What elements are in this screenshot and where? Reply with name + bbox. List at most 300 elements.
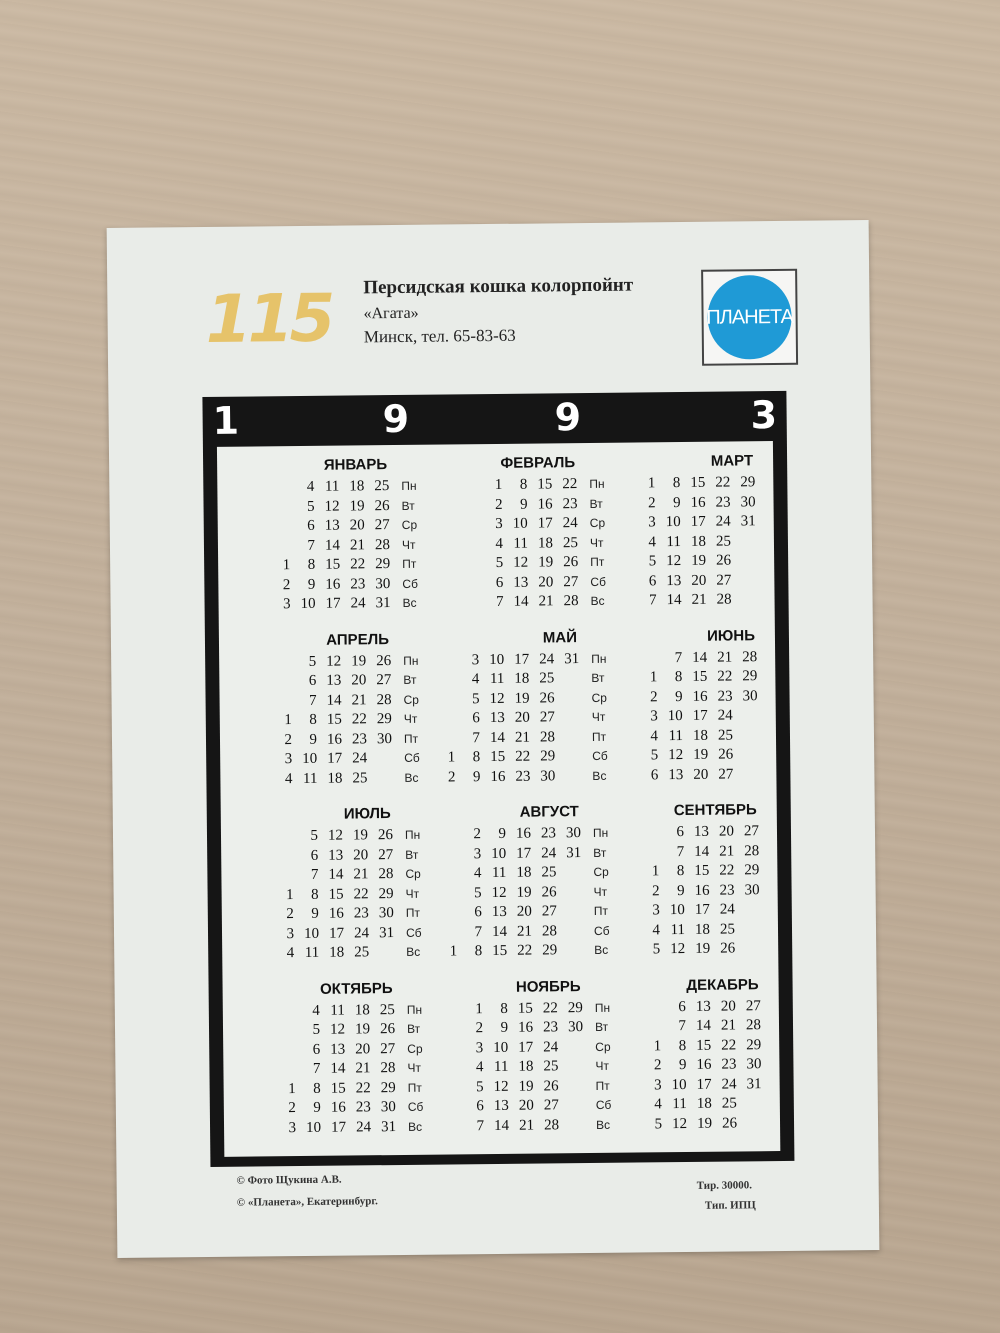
day-number: 29 [378, 885, 394, 902]
day-number: 20 [718, 823, 735, 840]
day-number: 29 [744, 862, 760, 879]
week-row [432, 921, 594, 942]
weekday-label: Сб [405, 925, 422, 940]
day-number: 23 [542, 1019, 559, 1036]
week-row [224, 574, 402, 595]
day-number: 2 [284, 731, 293, 748]
day-number: 17 [696, 1076, 712, 1093]
day-number: 10 [300, 595, 316, 613]
day-number: 7 [676, 843, 685, 860]
day-number [731, 551, 756, 571]
day-number: 22 [515, 748, 531, 765]
day-number: 9 [519, 496, 528, 513]
day-number: 10 [665, 514, 681, 531]
day-number: 10 [671, 1076, 687, 1093]
month-name: МАРТ [710, 452, 754, 470]
day-number: 31 [740, 513, 756, 530]
day-number: 26 [716, 552, 732, 569]
day-number: 1 [282, 557, 291, 574]
day-number: 27 [376, 672, 392, 689]
day-number: 6 [310, 847, 319, 864]
day-number: 21 [349, 536, 366, 553]
month-block [228, 976, 408, 1152]
day-number: 2 [286, 906, 294, 923]
day-number: 2 [475, 1020, 484, 1037]
day-number [556, 863, 581, 883]
weekday-label: Пт [590, 554, 605, 569]
day-number: 20 [516, 903, 532, 920]
day-number [554, 689, 579, 709]
day-number: 24 [350, 595, 366, 612]
footer-photo-credit: © Фото Щукина А.В. [236, 1173, 342, 1187]
week-row [430, 727, 592, 748]
week-row [225, 690, 403, 711]
day-number: 7 [307, 537, 316, 554]
day-number: 26 [539, 689, 555, 707]
weekday-label: Ср [403, 692, 419, 707]
day-number: 8 [307, 556, 316, 573]
day-number: 3 [284, 751, 293, 768]
day-number: 9 [309, 731, 318, 748]
day-number: 25 [352, 769, 368, 786]
calendar-card [107, 220, 880, 1258]
day-number: 23 [351, 730, 368, 747]
day-number: 19 [691, 552, 707, 569]
weekday-label: Вс [595, 1117, 611, 1132]
week-row [428, 514, 590, 535]
day-number: 19 [349, 497, 365, 514]
day-number: 25 [541, 864, 557, 881]
week-row [619, 842, 771, 863]
week-row [619, 822, 771, 843]
day-number [632, 649, 657, 669]
weekday-label: Пн [594, 1000, 611, 1015]
day-number [555, 728, 580, 748]
day-number: 28 [745, 1017, 762, 1034]
week-row [228, 923, 406, 944]
day-number: 26 [563, 554, 579, 571]
day-number: 8 [500, 1000, 508, 1017]
weekday-label: Сб [593, 923, 610, 938]
day-number: 7 [310, 866, 319, 883]
day-number: 1 [449, 943, 458, 960]
day-number: 25 [717, 726, 734, 744]
week-row [230, 1098, 408, 1119]
day-number [369, 943, 394, 963]
day-number: 19 [351, 652, 367, 669]
day-number: 27 [716, 571, 732, 589]
day-number: 17 [694, 901, 710, 918]
day-number: 2 [288, 1100, 296, 1117]
week-row [618, 745, 770, 766]
day-number: 31 [375, 595, 391, 612]
day-number: 3 [495, 515, 503, 532]
logo-text: ПЛАНЕТА [706, 305, 793, 329]
day-number: 5 [648, 553, 657, 570]
day-number: 26 [543, 1077, 559, 1094]
day-number: 25 [562, 534, 579, 551]
day-number: 4 [475, 1059, 484, 1076]
week-row [434, 1115, 596, 1136]
day-number: 15 [328, 886, 344, 903]
day-number [265, 537, 290, 557]
day-number: 4 [284, 770, 293, 787]
day-number: 24 [352, 750, 368, 767]
day-number [555, 767, 580, 787]
day-number: 11 [493, 1058, 509, 1076]
day-number: 24 [353, 924, 370, 941]
day-number: 15 [330, 1080, 346, 1097]
week-row [223, 477, 401, 498]
day-number: 27 [743, 823, 760, 840]
day-number: 6 [308, 672, 317, 689]
month-name: МАЙ [542, 628, 578, 646]
day-number: 18 [694, 921, 711, 938]
day-number: 25 [715, 532, 732, 550]
day-number: 14 [324, 537, 341, 554]
week-row [227, 845, 405, 866]
month-block [406, 974, 596, 1150]
weekday-label: Пн [401, 478, 417, 493]
week-row [226, 729, 404, 750]
day-number: 11 [666, 533, 682, 550]
day-number [733, 706, 758, 726]
week-row [224, 535, 402, 556]
day-number: 6 [307, 517, 315, 534]
weekday-label: Вс [404, 770, 419, 785]
day-number: 11 [304, 944, 320, 961]
week-row [229, 1059, 407, 1080]
weekday-labels [407, 1000, 434, 1137]
week-row [226, 768, 404, 789]
day-number: 15 [692, 668, 708, 685]
day-number: 16 [328, 905, 344, 922]
day-number: 18 [516, 864, 532, 881]
day-number [266, 692, 291, 712]
day-number [737, 1114, 762, 1134]
week-row [430, 708, 592, 729]
day-number: 9 [500, 1019, 509, 1036]
day-number: 19 [538, 554, 554, 571]
day-number: 15 [517, 1000, 533, 1017]
day-number [268, 847, 293, 867]
weekday-labels [595, 998, 622, 1135]
day-number [268, 866, 293, 886]
day-number: 20 [720, 997, 736, 1015]
day-number [432, 903, 457, 923]
day-number: 8 [309, 711, 317, 728]
day-number: 11 [513, 535, 529, 552]
day-number: 12 [513, 554, 529, 571]
planeta-logo [701, 269, 798, 366]
day-number: 29 [540, 748, 556, 765]
day-number: 5 [308, 653, 317, 670]
day-number [555, 708, 580, 728]
weekday-label: Пн [591, 651, 607, 666]
weekday-label: Пт [407, 1080, 422, 1095]
day-number: 30 [376, 730, 393, 747]
month-name: ФЕВРАЛЬ [500, 454, 576, 472]
footer-print-run: Тир. 30000. [696, 1179, 753, 1192]
day-number: 16 [696, 1056, 712, 1073]
day-number: 4 [471, 671, 480, 688]
day-number: 2 [652, 882, 660, 899]
week-row [230, 1078, 408, 1099]
day-number: 17 [516, 845, 532, 862]
day-number [634, 823, 659, 843]
month-name: ИЮНЬ [706, 626, 756, 645]
day-number: 20 [514, 709, 530, 726]
day-number: 23 [562, 495, 578, 512]
day-number [429, 690, 454, 710]
week-row [616, 512, 768, 533]
day-number: 18 [696, 1095, 712, 1112]
day-number: 28 [742, 648, 758, 665]
day-number: 20 [351, 672, 367, 689]
day-number: 30 [742, 687, 758, 704]
year-digit: 3 [750, 393, 778, 438]
day-number: 2 [494, 496, 503, 513]
day-number: 30 [375, 575, 391, 592]
day-number [430, 729, 455, 749]
day-number: 3 [288, 1119, 297, 1136]
weekday-label: Пн [403, 653, 419, 668]
week-row [225, 651, 403, 672]
weekday-labels [403, 651, 430, 788]
card-address: Минск, тел. 65-83-63 [363, 325, 516, 347]
day-number: 2 [282, 576, 291, 593]
day-number: 22 [719, 862, 735, 879]
day-number: 1 [647, 475, 656, 492]
day-number: 1 [284, 712, 292, 729]
day-number: 4 [654, 1096, 662, 1113]
day-number: 27 [378, 846, 394, 863]
weekday-label: Вт [589, 496, 603, 511]
day-number: 13 [491, 903, 507, 921]
day-number: 27 [745, 997, 761, 1014]
day-number: 11 [491, 864, 507, 882]
day-number: 10 [303, 925, 320, 942]
day-number: 4 [495, 535, 504, 552]
day-number: 20 [693, 766, 709, 783]
day-number: 23 [515, 768, 531, 785]
day-number [270, 1060, 295, 1080]
month-block [593, 798, 773, 974]
day-number [636, 998, 661, 1018]
day-number: 14 [328, 866, 344, 883]
day-number: 23 [719, 881, 735, 899]
month-block [594, 973, 774, 1149]
day-number: 3 [471, 651, 480, 668]
day-number: 14 [513, 593, 529, 610]
day-number: 16 [326, 731, 343, 748]
day-number: 13 [324, 517, 340, 534]
day-number: 8 [311, 886, 319, 903]
weekday-label: Чт [403, 711, 418, 726]
day-number: 23 [715, 494, 731, 511]
week-row [433, 1057, 595, 1078]
week-row [429, 669, 591, 690]
day-number: 12 [491, 884, 507, 901]
week-row [431, 863, 593, 884]
week-row [432, 882, 594, 903]
day-number: 12 [327, 827, 344, 844]
month-name: АПРЕЛЬ [326, 630, 390, 649]
day-number: 31 [746, 1075, 762, 1092]
day-number: 23 [717, 687, 733, 705]
day-number: 5 [654, 1115, 663, 1132]
day-number: 13 [489, 709, 505, 727]
day-number: 6 [678, 998, 686, 1015]
weekday-label: Пн [404, 827, 421, 842]
day-number: 18 [537, 534, 554, 552]
day-number: 7 [648, 592, 657, 609]
weekday-label: Ср [591, 690, 607, 705]
day-number: 6 [648, 572, 657, 589]
day-number: 24 [539, 650, 555, 668]
day-number: 20 [349, 517, 365, 534]
week-row [226, 710, 404, 731]
weekday-label: Пт [405, 905, 421, 920]
day-number [558, 1057, 583, 1077]
day-number: 19 [693, 746, 709, 763]
day-number: 25 [543, 1058, 559, 1075]
week-row [427, 494, 589, 515]
day-number: 23 [721, 1056, 737, 1073]
day-number: 24 [541, 844, 557, 862]
day-number: 15 [326, 711, 342, 728]
day-number [634, 843, 659, 863]
day-number: 16 [325, 576, 341, 593]
month-name: СЕНТЯБРЬ [673, 801, 757, 820]
day-number: 21 [720, 1017, 737, 1034]
day-number [429, 670, 454, 690]
day-number [733, 745, 758, 765]
day-number: 16 [517, 1019, 534, 1036]
day-number: 18 [349, 478, 365, 495]
month-block [403, 625, 593, 801]
day-number: 25 [539, 670, 555, 687]
day-number: 25 [719, 920, 736, 938]
week-row [621, 1036, 773, 1057]
day-number: 1 [653, 1037, 662, 1054]
week-row [228, 904, 406, 925]
day-number: 6 [474, 904, 482, 921]
weekday-label: Сб [404, 750, 420, 765]
day-number: 14 [326, 692, 342, 709]
day-number: 7 [678, 1017, 687, 1035]
day-number: 10 [305, 1119, 322, 1136]
day-number [270, 1021, 295, 1041]
day-number: 24 [721, 1075, 737, 1093]
month-block [591, 624, 771, 800]
year-digit: 9 [382, 396, 410, 442]
week-row [621, 1055, 773, 1076]
day-number: 1 [447, 749, 456, 766]
weekday-label: Чт [401, 537, 416, 552]
day-number: 9 [313, 1099, 321, 1116]
day-number: 17 [328, 925, 345, 942]
week-row [428, 533, 590, 554]
weekday-label: Пн [589, 476, 605, 491]
day-number: 3 [473, 845, 482, 862]
week-row [616, 532, 768, 553]
weekday-label: Вт [403, 672, 417, 687]
weekday-label: Сб [595, 1097, 612, 1112]
weekday-label: Чт [595, 1058, 610, 1073]
day-number: 22 [562, 476, 578, 493]
week-row [618, 726, 770, 747]
week-row [431, 824, 593, 845]
weekday-label: Сб [590, 574, 606, 589]
weekday-label: Вт [593, 845, 607, 860]
day-number: 16 [537, 495, 553, 513]
day-number: 20 [355, 1040, 371, 1057]
day-number: 24 [719, 901, 735, 918]
day-number: 2 [447, 768, 456, 785]
day-number: 8 [676, 863, 685, 880]
day-number [731, 571, 756, 591]
day-number: 22 [351, 711, 367, 728]
day-number: 29 [742, 668, 758, 685]
day-number: 9 [674, 688, 683, 705]
day-number [557, 902, 582, 922]
day-number [559, 1096, 584, 1116]
day-number: 27 [563, 573, 579, 590]
day-number [731, 590, 756, 610]
weekday-labels [593, 824, 620, 961]
day-number [737, 1094, 762, 1114]
day-number: 28 [374, 536, 391, 553]
day-number: 5 [474, 884, 482, 901]
day-number: 3 [282, 596, 291, 613]
day-number: 21 [719, 842, 735, 860]
day-number: 13 [668, 766, 684, 783]
day-number: 31 [378, 924, 395, 941]
week-row [618, 706, 770, 727]
weekday-label: Вс [407, 1119, 423, 1134]
day-number: 9 [311, 905, 319, 922]
day-number: 24 [562, 515, 578, 532]
day-number: 5 [476, 1078, 484, 1095]
series-number: 115 [205, 279, 332, 358]
title-block [363, 275, 634, 348]
week-row [433, 1018, 595, 1039]
day-number [367, 769, 392, 789]
weekday-label: Вс [402, 595, 417, 610]
day-number: 16 [490, 768, 506, 785]
week-row [621, 997, 773, 1018]
day-number: 31 [564, 650, 580, 667]
weekday-label: Пт [402, 556, 417, 571]
week-row [621, 1016, 773, 1037]
day-number: 14 [692, 649, 708, 666]
day-number: 30 [565, 825, 582, 842]
day-number: 16 [694, 882, 710, 899]
day-number: 14 [695, 1017, 712, 1034]
day-number: 29 [567, 999, 583, 1016]
day-number: 18 [354, 1001, 370, 1018]
weekday-labels [589, 475, 616, 612]
day-number: 14 [493, 1117, 510, 1134]
day-number: 12 [489, 690, 505, 707]
day-number: 21 [514, 729, 531, 746]
day-number: 22 [542, 999, 558, 1016]
month-block [401, 451, 591, 627]
day-number: 20 [691, 572, 707, 589]
day-number: 23 [540, 825, 557, 842]
week-row [620, 881, 772, 902]
